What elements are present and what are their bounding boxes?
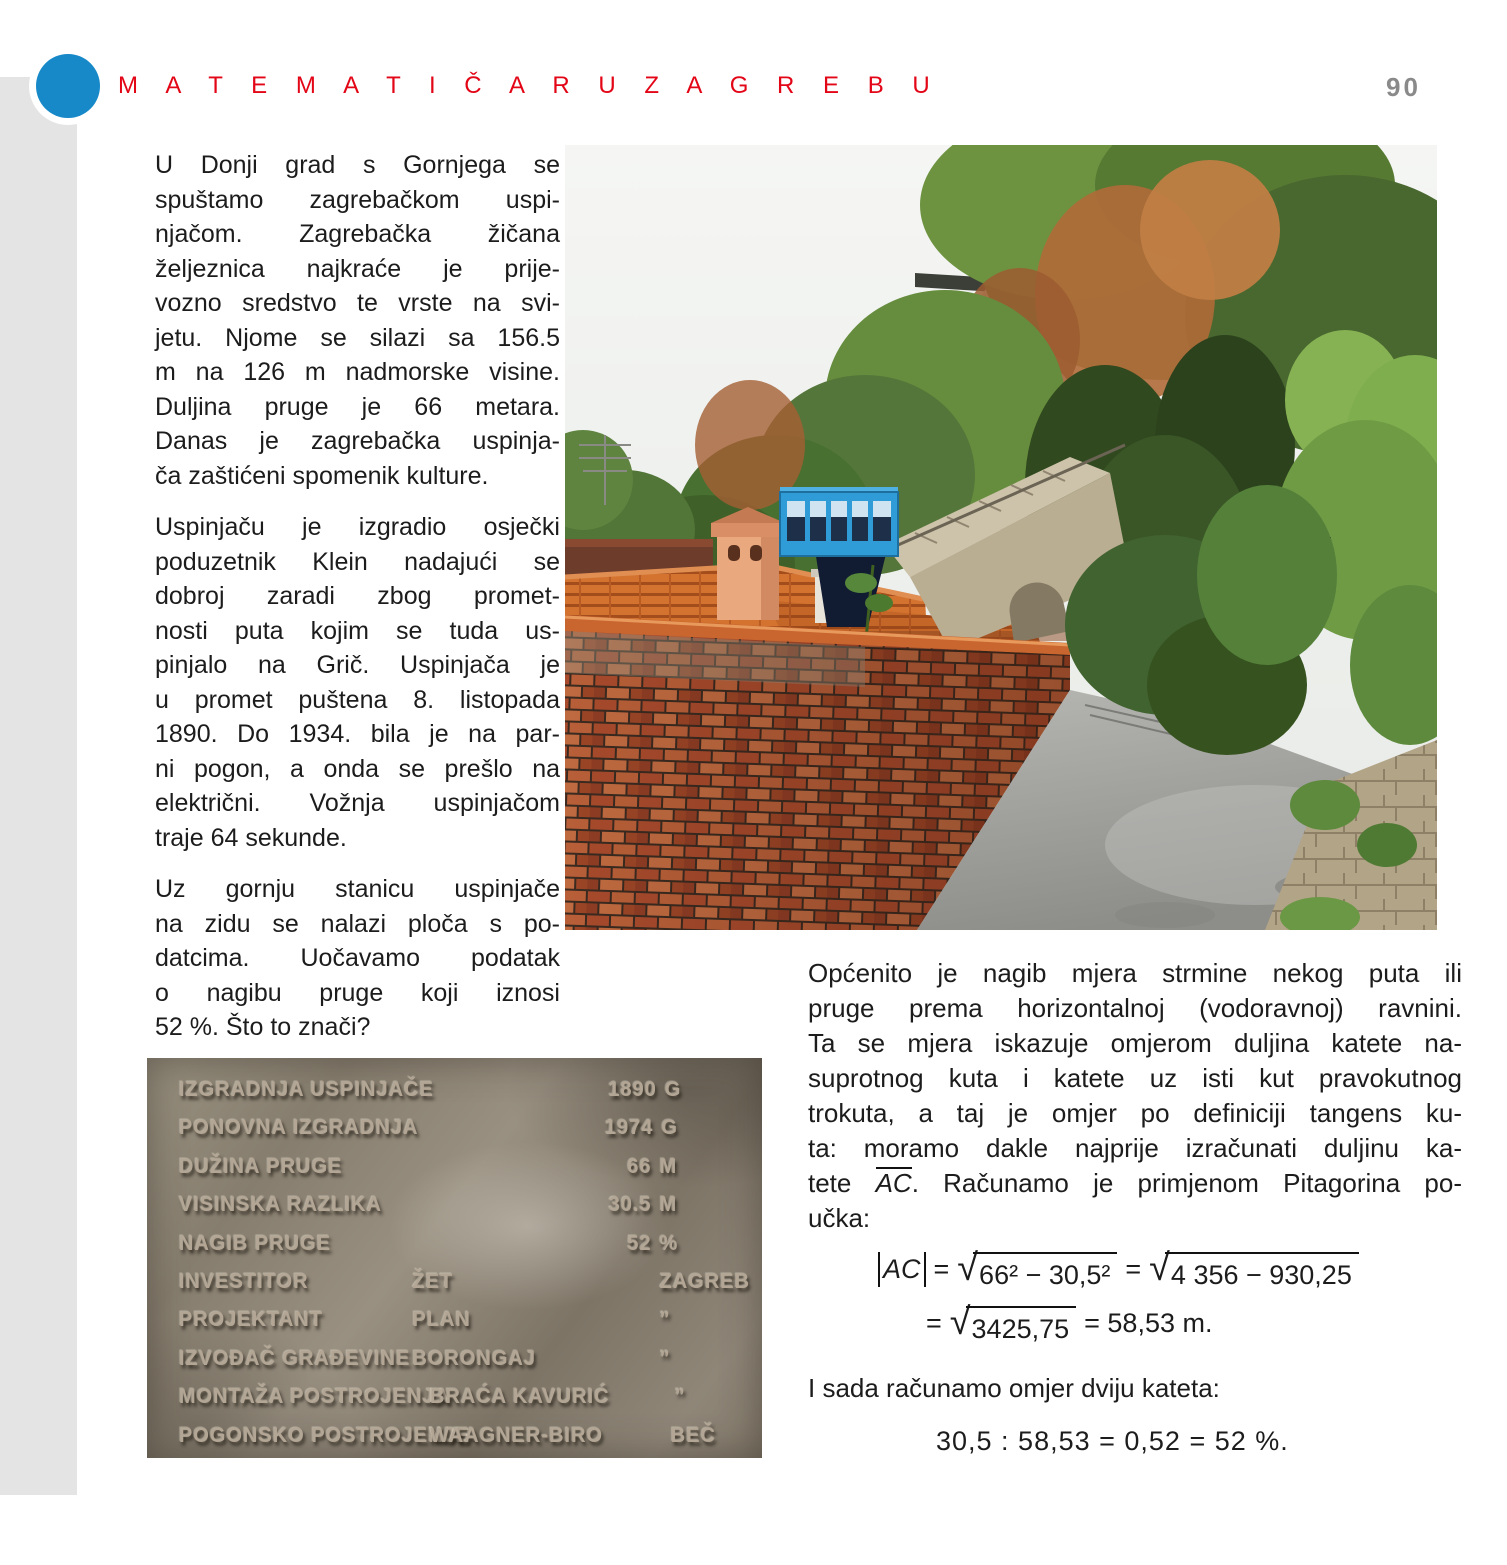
funicular-photo — [565, 145, 1437, 930]
formula-line-2 — [918, 1306, 1462, 1347]
plaque-label: POGONSKO POSTROJENJE — [179, 1423, 471, 1447]
left-margin-bar — [0, 77, 77, 1495]
plaque-mid: BORONGAJ — [412, 1346, 537, 1370]
plaque-unit: ” — [674, 1385, 686, 1409]
right-text-column — [808, 956, 1462, 1459]
plaque-value: 1974 — [604, 1116, 654, 1140]
plaque-unit: G — [664, 1078, 682, 1102]
plaque-row — [147, 1301, 762, 1341]
plaque-label: IZGRADNJA USPINJAČE — [179, 1078, 434, 1102]
square-root — [957, 1252, 1117, 1293]
plaque-row — [147, 1339, 762, 1379]
plaque-mid: PLAN — [412, 1308, 471, 1332]
ratio-formula: 30,5 : 58,53 = 0,52 = 52 %. — [936, 1426, 1289, 1456]
equals-sign: = — [1125, 1254, 1142, 1284]
plaque-mid: WAAGNER-BIRO — [430, 1423, 604, 1447]
page-number: 90 — [1386, 72, 1421, 102]
plaque-unit: ZAGREB — [659, 1270, 751, 1294]
formula-line-1 — [878, 1252, 1462, 1293]
plaque-row — [147, 1147, 762, 1187]
formula-result: = 58,53 m. — [1084, 1308, 1213, 1338]
segment-ac-overline: AC — [875, 1168, 912, 1198]
plaque-row — [147, 1377, 762, 1417]
plaque-row — [147, 1185, 762, 1225]
plaque-row — [147, 1416, 762, 1456]
plaque-mid: ŽET — [412, 1270, 454, 1294]
plaque-value: 52 — [627, 1231, 652, 1255]
plaque-label: MONTAŽA POSTROJENJA — [179, 1385, 451, 1409]
plaque-label: PROJEKTANT — [179, 1308, 324, 1332]
plaque-unit: ” — [659, 1346, 671, 1370]
ac-absolute-value: AC — [878, 1252, 926, 1287]
line7-pre: tete — [808, 1168, 876, 1198]
plaque-unit: G — [661, 1116, 679, 1140]
plaque-value: 1890 — [608, 1078, 657, 1102]
radicand-3: √ 3425,75 — [966, 1306, 1077, 1347]
plaque-label: INVESTITOR — [179, 1270, 309, 1294]
plaque-label: DUŽINA PRUGE — [179, 1155, 343, 1178]
section-dot-icon — [36, 54, 100, 118]
equals-sign: = — [933, 1254, 950, 1284]
plaque-row — [147, 1224, 762, 1264]
square-root — [1149, 1252, 1359, 1293]
plaque-label: IZVOĐAČ GRAĐEVINE — [179, 1346, 411, 1370]
slope-paragraph: Općenito je nagib mjera strmine nekog puta ili pruge prema horizontalnoj (vodoravnoj) ravnini. Ta se mjera iskazuje omjerom duljina katete na- suprotnog kuta i katete uz isti kut pravokutnog trokuta, a taj je omjer po definiciji tangens ku- ta: moramo dakle najprije izračunati duljinu ka- — [808, 958, 1462, 1163]
plaque-mid: BRAĆA KAVURIĆ — [430, 1385, 610, 1409]
plaque-label: NAGIB PRUGE — [179, 1231, 332, 1255]
slope-paragraph-line7 — [808, 1166, 1462, 1201]
funicular-photo-graphic — [565, 145, 1437, 930]
intro-paragraph-3: Uz gornju stanicu uspinjače na zidu se nalazi ploča s po- datcima. Uočavamo podatak o nagibu pruge koji iznosi 52 %. Što to znači? — [155, 875, 560, 1041]
plaque-label: PONOVNA IZGRADNJA — [179, 1116, 419, 1140]
plaque-unit: ” — [659, 1308, 671, 1332]
plaque-unit: M — [659, 1155, 678, 1178]
plaque-photo — [147, 1058, 762, 1458]
plaque-row — [147, 1262, 762, 1302]
radicand-2: √ 4 356 − 930,25 — [1165, 1252, 1359, 1293]
plaque-unit: % — [659, 1231, 679, 1255]
slope-paragraph-line8: učka: — [808, 1203, 871, 1233]
pythagoras-formula — [808, 1252, 1462, 1347]
equals-sign: = — [926, 1308, 942, 1338]
plaque-unit: M — [659, 1193, 678, 1217]
plaque-label: VISINSKA RAZLIKA — [179, 1193, 383, 1217]
plaque-unit: BEČ — [670, 1423, 717, 1447]
left-text-column — [155, 148, 560, 1062]
plaque-row — [147, 1070, 762, 1110]
plaque-row — [147, 1109, 762, 1149]
plaque-value: 66 — [627, 1155, 652, 1178]
page-title: M A T E M A T I Č A R U Z A G R E B U — [118, 72, 938, 99]
plaque-value: 30.5 — [608, 1193, 652, 1217]
intro-paragraph-2: Uspinjaču je izgradio osječki poduzetnik Klein nadajući se dobroj zaradi zbog promet- nosti puta kojim se tuda us- pinjalo na Grič. Uspinjača je u promet puštena 8. listopada 1890. Do 1934. bila je na par- ni pogon, a onda se prešlo na električni. Vožnja uspinjačom traje 64 sekunde. — [155, 513, 560, 852]
radicand-1: √ 66² − 30,5² — [973, 1252, 1117, 1293]
intro-paragraph-1: U Donji grad s Gornjega se spuštamo zagrebačkom uspi- njačom. Zagrebačka žičana željeznica najkraće je prije- vozno sredstvo te vrste na svi- jetu. Njome se silazi sa 156.5 m na 126 m nadmorske visine. Duljina pruge je 66 metara. Danas je zagrebačka uspinja- ča zaštićeni spomenik kulture. — [155, 151, 560, 490]
square-root — [950, 1306, 1076, 1347]
ratio-intro-text: I sada računamo omjer dviju kateta: — [808, 1373, 1220, 1403]
line7-post: . Računamo je primjenom Pitagorina po- — [911, 1168, 1463, 1198]
